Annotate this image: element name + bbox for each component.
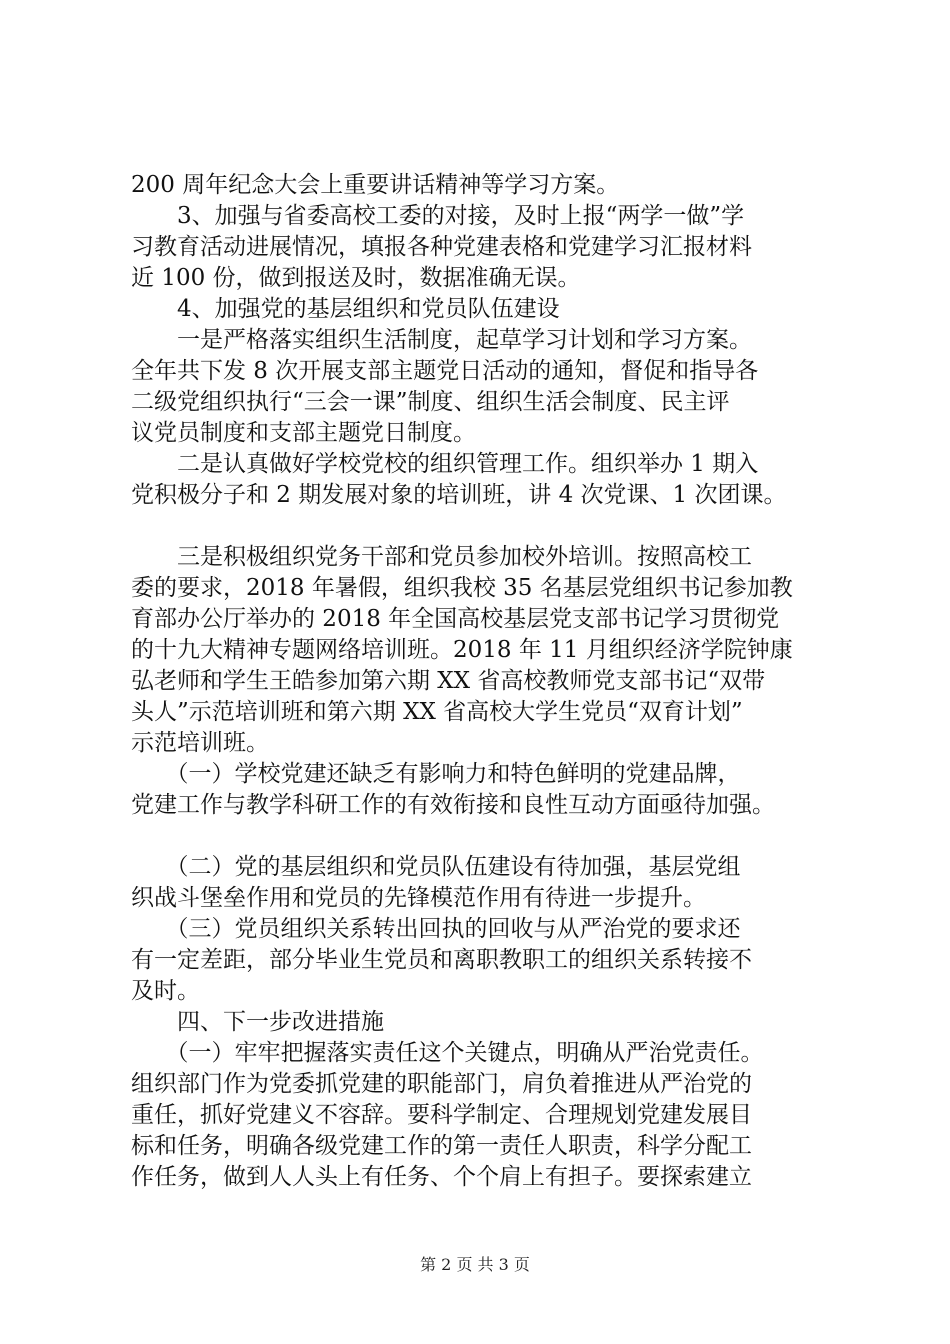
text-line: 4、加强党的基层组织和党员队伍建设 (131, 296, 560, 322)
document-body (131, 170, 831, 1193)
text-line: 有一定差距，部分毕业生党员和离职教职工的组织关系转接不 (131, 947, 752, 973)
text-line: 全年共下发 8 次开展支部主题党日活动的通知，督促和指导各 (131, 358, 759, 384)
page-number-footer: 第 2 页 共 3 页 (420, 1255, 530, 1274)
text-line: 三是积极组织党务干部和党员参加校外培训。按照高校工 (131, 544, 752, 570)
text-line: 委的要求，2018 年暑假，组织我校 35 名基层党组织书记参加教 (131, 575, 793, 601)
text-line: 二级党组织执行“三会一课”制度、组织生活会制度、民主评 (131, 389, 730, 415)
text-line: 织战斗堡垒作用和党员的先锋模范作用有待进一步提升。 (131, 885, 706, 911)
text-line: 作任务，做到人人头上有任务、个个肩上有担子。要探索建立 (131, 1164, 752, 1190)
text-line: 二是认真做好学校党校的组织管理工作。组织举办 1 期入 (131, 451, 759, 477)
text-line: 弘老师和学生王皓参加第六期 XX 省高校教师党支部书记“双带 (131, 668, 766, 694)
text-line: 一是严格落实组织生活制度，起草学习计划和学习方案。 (131, 327, 752, 353)
text-line: 示范培训班。 (131, 730, 269, 756)
text-line: 议党员制度和支部主题党日制度。 (131, 420, 476, 446)
text-line: （二）党的基层组织和党员队伍建设有待加强，基层党组 (131, 854, 741, 880)
text-line: 党积极分子和 2 期发展对象的培训班，讲 4 次党课、1 次团课。 (131, 482, 787, 508)
text-line: （一）学校党建还缺乏有影响力和特色鲜明的党建品牌， (131, 761, 741, 787)
text-line: （一）牢牢把握落实责任这个关键点，明确从严治党责任。 (131, 1040, 764, 1066)
text-line: 四、下一步改进措施 (131, 1009, 384, 1035)
text-line: 的十九大精神专题网络培训班。2018 年 11 月组织经济学院钟康 (131, 637, 793, 663)
text-line: 习教育活动进展情况，填报各种党建表格和党建学习汇报材料 (131, 234, 752, 260)
blank-line (131, 511, 831, 542)
blank-line (131, 821, 831, 852)
text-line: 标和任务，明确各级党建工作的第一责任人职责，科学分配工 (131, 1133, 752, 1159)
text-line: （三）党员组织关系转出回执的回收与从严治党的要求还 (131, 916, 741, 942)
text-line: 3、加强与省委高校工委的对接，及时上报“两学一做”学 (131, 203, 745, 229)
text-line: 重任，抓好党建义不容辞。要科学制定、合理规划党建发展目 (131, 1102, 752, 1128)
text-line: 及时。 (131, 978, 200, 1004)
text-line: 头人”示范培训班和第六期 XX 省高校大学生党员“双育计划” (131, 699, 743, 725)
text-line: 育部办公厅举办的 2018 年全国高校基层党支部书记学习贯彻党 (131, 606, 780, 632)
text-line: 组织部门作为党委抓党建的职能部门，肩负着推进从严治党的 (131, 1071, 752, 1097)
text-line: 近 100 份，做到报送及时，数据准确无误。 (131, 265, 581, 291)
text-line: 200 周年纪念大会上重要讲话精神等学习方案。 (131, 172, 620, 198)
text-line: 党建工作与教学科研工作的有效衔接和良性互动方面亟待加强。 (131, 792, 775, 818)
